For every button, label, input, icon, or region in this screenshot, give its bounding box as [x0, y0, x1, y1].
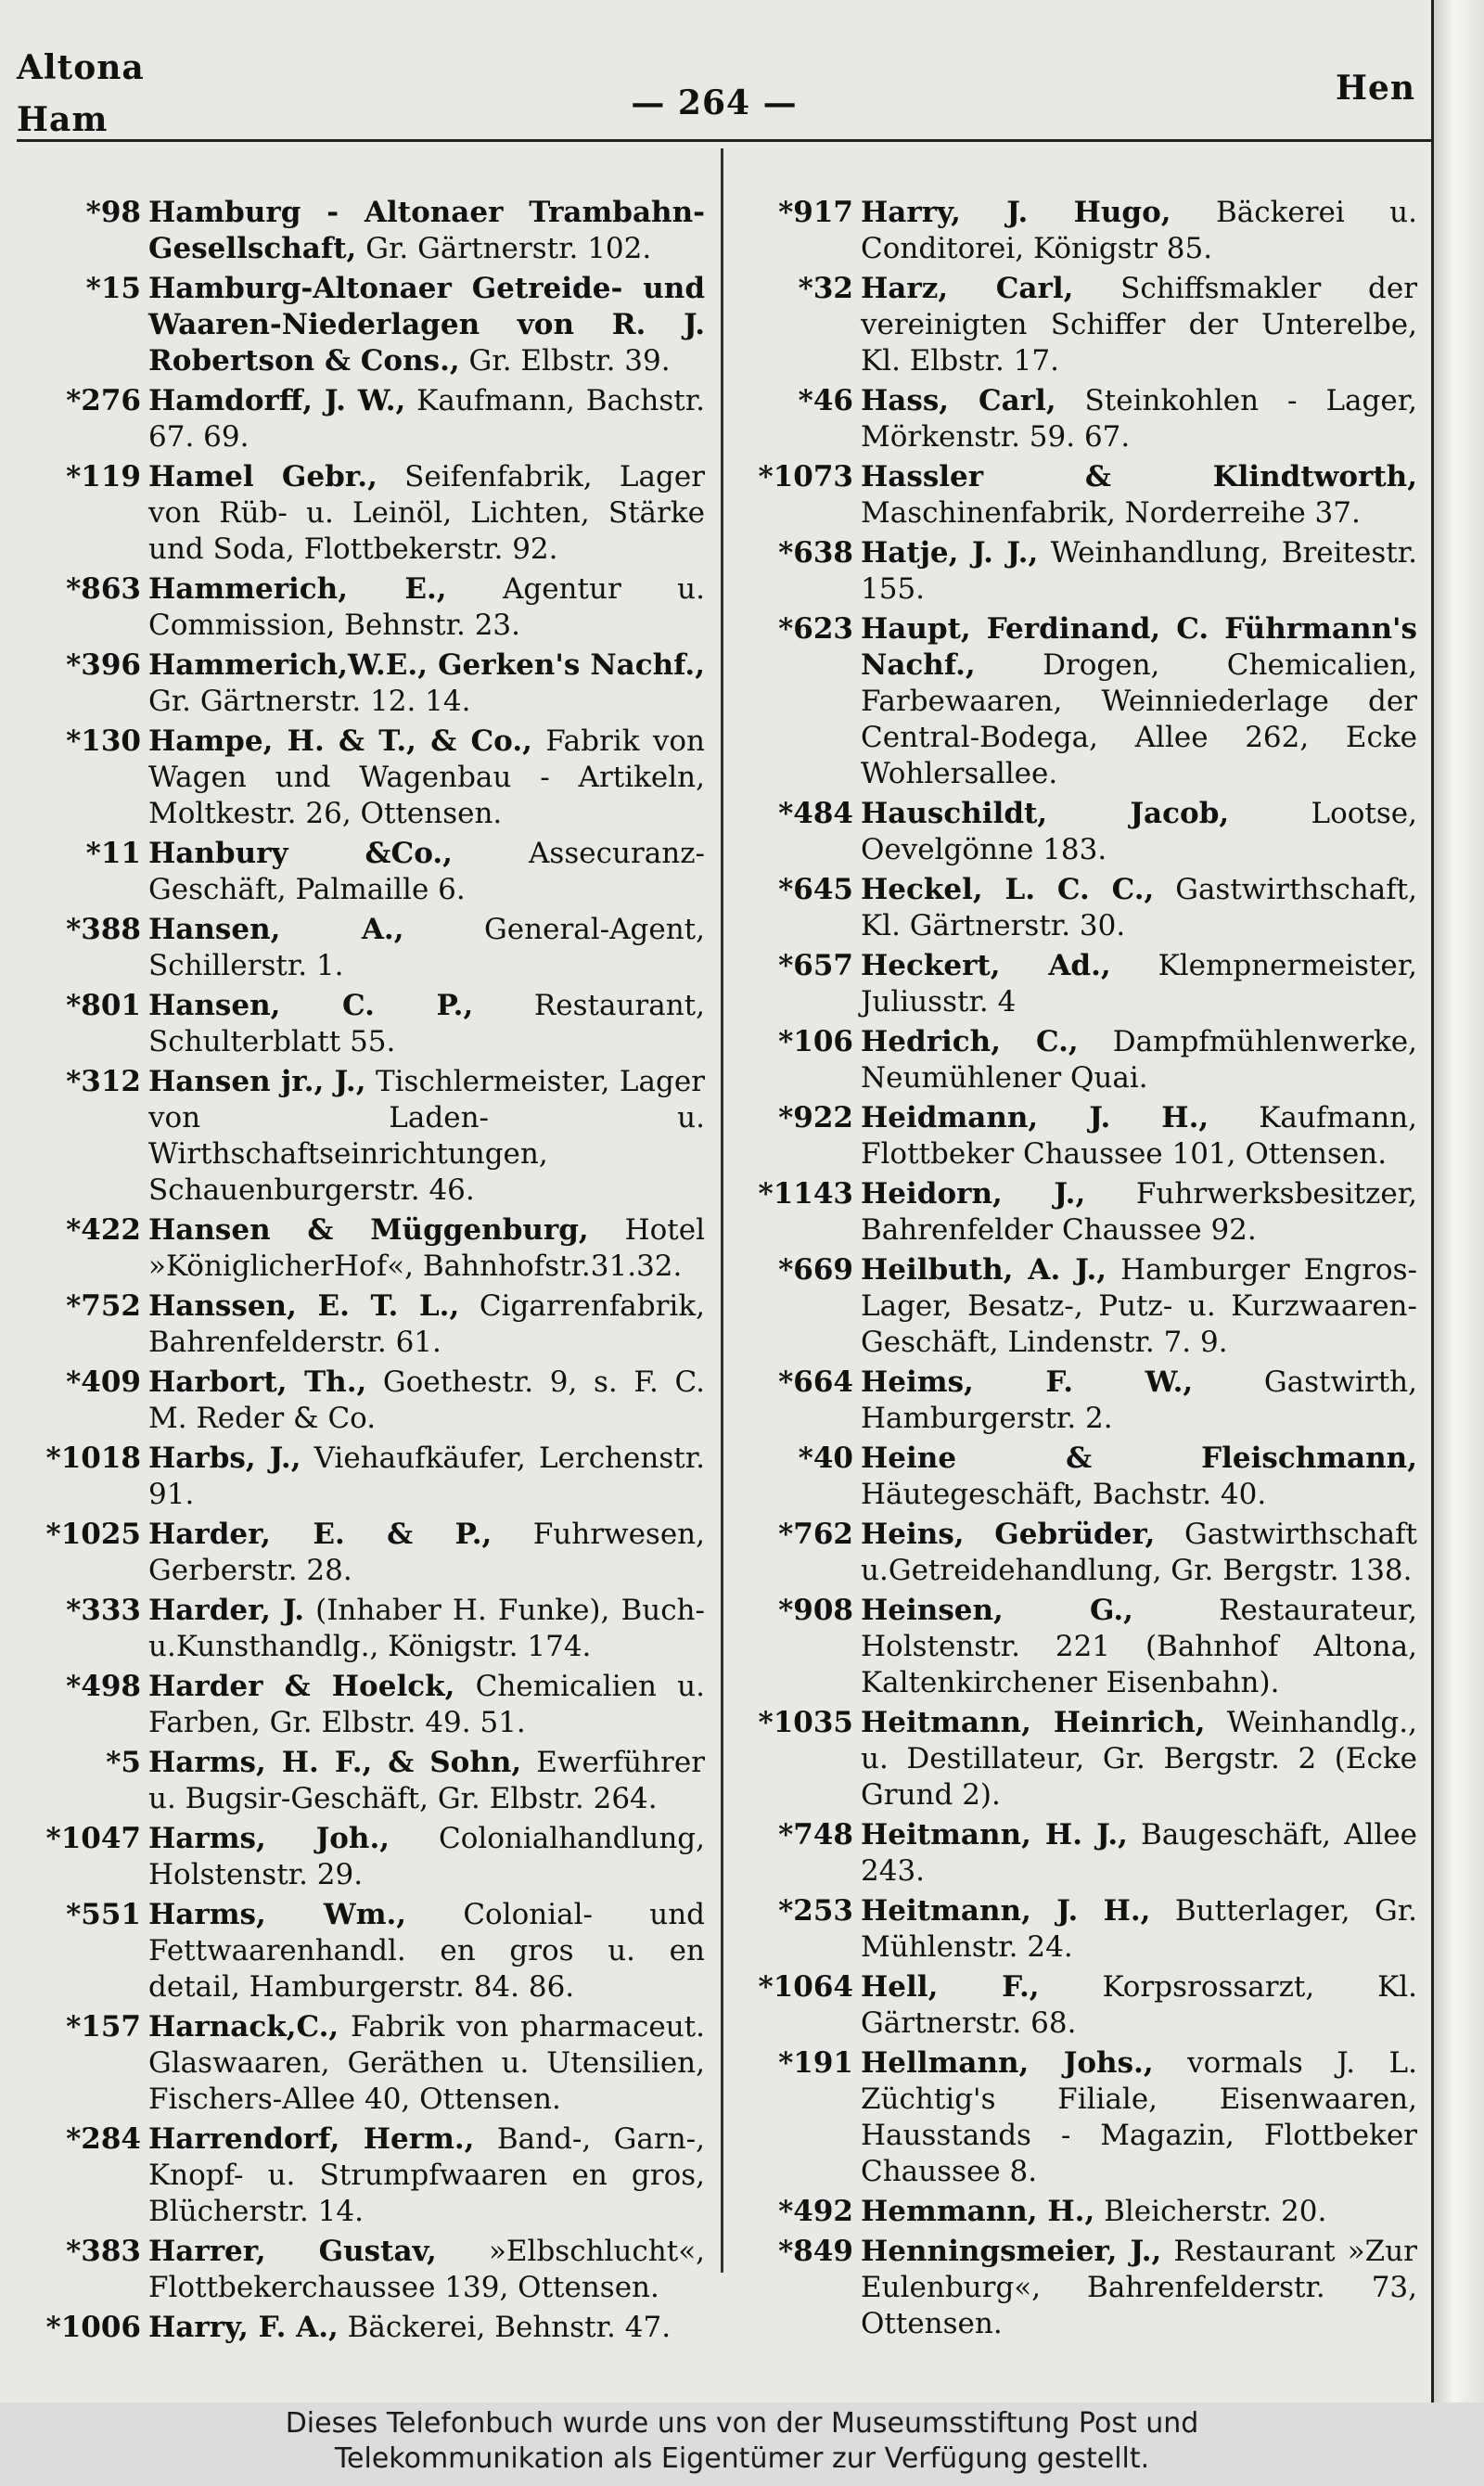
directory-entry — [749, 948, 1417, 1020]
directory-entry — [749, 459, 1417, 532]
entry-phone-number: *312 — [66, 1065, 141, 1098]
entry-description: Baugeschäft, Allee 243. — [861, 1818, 1417, 1888]
entry-description: Lootse, Oevelgönne 183. — [861, 797, 1417, 866]
directory-entry — [37, 2234, 705, 2306]
entry-phone-number: *492 — [778, 2195, 853, 2228]
entry-description: (Inhaber H. Funke), Buch-u.Kunsthandlg., Königstr. 174. — [148, 1594, 705, 1663]
entry-description: Kaufmann, Bachstr. 67. 69. — [148, 384, 705, 454]
directory-entry — [749, 1817, 1417, 1890]
entry-description: Gr. Gärtnerstr. 12. 14. — [148, 685, 471, 718]
entry-description: vormals J. L. Züchtig's Filiale, Eisenwaaren, Hausstands - Magazin, Flottbeker Chaussee 8. — [861, 2046, 1417, 2188]
entry-name: Hamdorff, J. W., — [148, 384, 406, 417]
entry-description: Band-, Garn-, Knopf- u. Strumpfwaaren en gros, Blücherstr. 14. — [148, 2122, 705, 2228]
directory-entry — [37, 271, 705, 379]
entry-phone-number: *664 — [778, 1365, 853, 1399]
entry-description: Gastwirth, Hamburgerstr. 2. — [861, 1365, 1417, 1435]
entry-name: Harder, J. — [148, 1594, 305, 1627]
directory-entry — [37, 571, 705, 644]
entry-name: Harms, Wm., — [148, 1898, 407, 1931]
directory-entry — [37, 724, 705, 832]
entry-name: Heitmann, Heinrich, — [861, 1706, 1206, 1739]
entry-name: Henningsmeier, J., — [861, 2235, 1162, 2268]
directory-entry — [749, 383, 1417, 455]
directory-entry — [37, 2310, 705, 2346]
footer-line-1: Dieses Telefonbuch wurde uns von der Museumsstiftung Post und — [285, 2407, 1199, 2440]
entry-name: Harms, Joh., — [148, 1822, 390, 1855]
directory-entry — [749, 1517, 1417, 1589]
footer-notice — [0, 2403, 1484, 2486]
directory-entry — [749, 1365, 1417, 1437]
directory-entry — [37, 1212, 705, 1285]
directory-entry — [37, 1288, 705, 1361]
entry-phone-number: *1064 — [758, 1970, 853, 2004]
entry-phone-number: *623 — [778, 612, 853, 646]
directory-entry — [749, 872, 1417, 944]
entry-description: Fabrik von Wagen und Wagenbau - Artikeln, Moltkestr. 26, Ottensen. — [148, 724, 706, 830]
entry-phone-number: *276 — [66, 384, 141, 417]
column-divider — [721, 148, 723, 2273]
entry-name: Harry, F. A., — [148, 2311, 339, 2344]
directory-entry — [749, 535, 1417, 608]
entry-description: Viehaufkäufer, Lerchenstr. 91. — [148, 1442, 705, 1511]
entry-name: Hanbury &Co., — [148, 837, 453, 870]
directory-entry — [37, 647, 705, 720]
entry-description: Restaurant »Zur Eulenburg«, Bahrenfelderstr. 73, Ottensen. — [861, 2235, 1417, 2340]
directory-entry — [37, 1517, 705, 1589]
entry-name: Hell, F., — [861, 1970, 1040, 2004]
entry-phone-number: *922 — [778, 1101, 853, 1134]
entry-name: Hanssen, E. T. L., — [148, 1289, 460, 1323]
entry-name: Harrer, Gustav, — [148, 2235, 437, 2268]
entry-name: Hansen jr., J., — [148, 1065, 366, 1098]
entry-description: Colonialhandlung, Holstenstr. 29. — [148, 1822, 706, 1891]
directory-entry — [37, 836, 705, 908]
entry-description: Weinhandlung, Breitestr. 155. — [861, 536, 1417, 606]
directory-entry — [749, 1176, 1417, 1249]
entry-name: Harry, J. Hugo, — [861, 196, 1171, 229]
entry-phone-number: *1073 — [758, 460, 853, 493]
directory-entry — [37, 2009, 705, 2118]
entry-phone-number: *191 — [778, 2046, 853, 2080]
entry-description: Gr. Elbstr. 39. — [468, 344, 671, 378]
entry-description: Fabrik von pharmaceut. Glaswaaren, Geräthen u. Utensilien, Fischers-Allee 40, Ottensen. — [148, 2010, 705, 2116]
entry-phone-number: *106 — [778, 1025, 853, 1058]
entry-name: Hamburg - Altonaer Trambahn-Gesellschaft, — [148, 196, 705, 265]
entry-name: Heine & Fleischmann, — [861, 1442, 1417, 1475]
entry-name: Hassler & Klindtworth, — [861, 460, 1417, 493]
directory-entry — [749, 1705, 1417, 1813]
entry-phone-number: *849 — [778, 2235, 853, 2268]
entry-name: Heitmann, J. H., — [861, 1894, 1151, 1928]
entry-description: Gr. Gärtnerstr. 102. — [365, 232, 652, 265]
directory-entry — [37, 912, 705, 984]
entry-name: Harnack,C., — [148, 2010, 339, 2044]
entry-phone-number: *762 — [778, 1518, 853, 1551]
directory-entry — [37, 1745, 705, 1817]
entry-phone-number: *383 — [66, 2235, 141, 2268]
entry-phone-number: *748 — [778, 1818, 853, 1852]
entry-description: Chemicalien u. Farben, Gr. Elbstr. 49. 51. — [148, 1670, 705, 1739]
entry-description: General-Agent, Schillerstr. 1. — [148, 913, 705, 982]
entry-name: Hemmann, H., — [861, 2195, 1095, 2228]
entry-name: Haupt, Ferdinand, C. Führmann's Nachf., — [861, 612, 1417, 682]
entry-name: Harms, H. F., & Sohn, — [148, 1746, 522, 1779]
directory-entry — [749, 2234, 1417, 2342]
entry-name: Hamel Gebr., — [148, 460, 377, 493]
entry-description: Hotel »KöniglicherHof«, Bahnhofstr.31.32. — [148, 1213, 706, 1283]
directory-entry — [749, 1100, 1417, 1173]
directory-entry — [749, 1024, 1417, 1096]
entry-description: Maschinenfabrik, Norderreihe 37. — [861, 496, 1361, 530]
entry-description: Bäckerei, Behnstr. 47. — [347, 2311, 672, 2344]
entry-description: Restaurant, Schulterblatt 55. — [148, 989, 705, 1058]
entry-description: Gastwirthschaft, Kl. Gärtnerstr. 30. — [861, 873, 1417, 942]
entry-description: Butterlager, Gr. Mühlenstr. 24. — [861, 1894, 1417, 1964]
entry-phone-number: *551 — [66, 1898, 141, 1931]
entry-phone-number: *157 — [66, 2010, 141, 2044]
entry-name: Heidorn, J., — [861, 1177, 1086, 1211]
entry-description: Restaurateur, Holstenstr. 221 (Bahnhof Altona, Kaltenkirchener Eisenbahn). — [861, 1594, 1417, 1699]
directory-entry — [749, 2194, 1417, 2230]
directory-entry — [37, 2121, 705, 2230]
entry-name: Harz, Carl, — [861, 272, 1074, 305]
entry-phone-number: *119 — [66, 460, 141, 493]
entry-phone-number: *11 — [85, 837, 141, 870]
entry-phone-number: *396 — [66, 648, 141, 682]
entry-phone-number: *645 — [778, 873, 853, 906]
entry-description: Schiffsmakler der vereinigten Schiffer der Unterelbe, Kl. Elbstr. 17. — [861, 272, 1418, 378]
entry-name: Hauschildt, Jacob, — [861, 797, 1230, 830]
directory-entry — [749, 1252, 1417, 1361]
entry-name: Harrendorf, Herm., — [148, 2122, 475, 2156]
entry-description: »Elbschlucht«, Flottbekerchaussee 139, Ottensen. — [148, 2235, 706, 2304]
entry-phone-number: *422 — [66, 1213, 141, 1247]
entry-phone-number: *863 — [66, 572, 141, 606]
entry-phone-number: *5 — [106, 1746, 141, 1779]
entry-phone-number: *908 — [778, 1594, 853, 1627]
entry-name: Hampe, H. & T., & Co., — [148, 724, 532, 758]
entry-description: Ewerführer u. Bugsir-Geschäft, Gr. Elbstr. 264. — [148, 1746, 705, 1815]
entry-name: Hansen, A., — [148, 913, 404, 946]
entry-name: Hedrich, C., — [861, 1025, 1079, 1058]
entry-description: Fuhrwerksbesitzer, Bahrenfelder Chaussee 92. — [861, 1177, 1417, 1247]
entry-name: Harbort, Th., — [148, 1365, 367, 1399]
entry-description: Fuhrwesen, Gerberstr. 28. — [148, 1518, 705, 1587]
entry-phone-number: *253 — [778, 1894, 853, 1928]
header-rule — [17, 139, 1431, 142]
directory-entry — [749, 1441, 1417, 1513]
directory-entry — [749, 2045, 1417, 2190]
entry-phone-number: *1047 — [45, 1822, 141, 1855]
entry-phone-number: *917 — [778, 196, 853, 229]
entry-name: Hammerich, E., — [148, 572, 447, 606]
directory-entry — [749, 1593, 1417, 1701]
entry-description: Häutegeschäft, Bachstr. 40. — [861, 1478, 1267, 1511]
entry-description: Gastwirthschaft u.Getreidehandlung, Gr. Bergstr. 138. — [861, 1518, 1417, 1587]
entry-description: Korpsrossarzt, Kl. Gärtnerstr. 68. — [861, 1970, 1417, 2040]
entry-name: Harder, E. & P., — [148, 1518, 493, 1551]
left-column — [37, 195, 705, 2350]
entry-name: Heims, F. W., — [861, 1365, 1194, 1399]
directory-entry — [749, 195, 1417, 267]
entry-name: Hansen, C. P., — [148, 989, 474, 1022]
entry-phone-number: *801 — [66, 989, 141, 1022]
directory-entry — [749, 1893, 1417, 1966]
page-number: — 264 — — [631, 83, 798, 122]
entry-name: Hansen & Müggenburg, — [148, 1213, 589, 1247]
entry-name: Heckert, Ad., — [861, 949, 1111, 982]
entry-phone-number: *333 — [66, 1594, 141, 1627]
entry-phone-number: *498 — [66, 1670, 141, 1703]
entry-name: Hatje, J. J., — [861, 536, 1039, 570]
entry-name: Hass, Carl, — [861, 384, 1056, 417]
entry-description: Weinhandlg., u. Destillateur, Gr. Bergstr. 2 (Ecke Grund 2). — [861, 1706, 1417, 1812]
entry-name: Hellmann, Johs., — [861, 2046, 1154, 2080]
entry-phone-number: *98 — [85, 196, 141, 229]
entry-description: Klempnermeister, Juliusstr. 4 — [861, 949, 1417, 1019]
entry-name: Heinsen, G., — [861, 1594, 1133, 1627]
entry-description: Bäckerei u. Conditorei, Königstr 85. — [861, 196, 1417, 265]
entry-phone-number: *752 — [66, 1289, 141, 1323]
directory-entry — [37, 459, 705, 568]
entry-description: Seifenfabrik, Lager von Rüb- u. Leinöl, Lichten, Stärke und Soda, Flottbekerstr. 92. — [148, 460, 705, 566]
entry-description: Steinkohlen - Lager, Mörkenstr. 59. 67. — [861, 384, 1417, 454]
directory-entry — [37, 383, 705, 455]
entry-name: Harder & Hoelck, — [148, 1670, 455, 1703]
footer-line-2: Telekommunikation als Eigentümer zur Verfügung gestellt. — [334, 2442, 1150, 2475]
entry-phone-number: *484 — [778, 797, 853, 830]
entry-phone-number: *388 — [66, 913, 141, 946]
entry-description: Assecuranz-Geschäft, Palmaille 6. — [148, 837, 705, 906]
directory-entry — [749, 1969, 1417, 2042]
entry-phone-number: *1025 — [45, 1518, 141, 1551]
entry-phone-number: *638 — [778, 536, 853, 570]
entry-description: Colonial- und Fettwaarenhandl. en gros u. en detail, Hamburgerstr. 84. 86. — [148, 1898, 706, 2004]
directory-entry — [749, 611, 1417, 792]
entry-phone-number: *284 — [66, 2122, 141, 2156]
entry-description: Cigarrenfabrik, Bahrenfelderstr. 61. — [148, 1289, 705, 1359]
entry-name: Heckel, L. C. C., — [861, 873, 1155, 906]
entry-phone-number: *1035 — [758, 1706, 853, 1739]
entry-name: Hamburg-Altonaer Getreide- und Waaren-Niederlagen von R. J. Robertson & Cons., — [148, 272, 705, 378]
entry-name: Heins, Gebrüder, — [861, 1518, 1156, 1551]
entry-phone-number: *32 — [798, 272, 853, 305]
entry-phone-number: *1143 — [758, 1177, 853, 1211]
entry-name: Heitmann, H. J., — [861, 1818, 1128, 1852]
directory-entry — [749, 271, 1417, 379]
entry-name: Harbs, J., — [148, 1442, 301, 1475]
entry-phone-number: *657 — [778, 949, 853, 982]
entry-phone-number: *130 — [66, 724, 141, 758]
entry-description: Bleicherstr. 20. — [1104, 2195, 1327, 2228]
directory-entry — [37, 988, 705, 1060]
entry-description: Hamburger Engros-Lager, Besatz-, Putz- u. Kurzwaaren-Geschäft, Lindenstr. 7. 9. — [861, 1253, 1417, 1359]
entry-phone-number: *669 — [778, 1253, 853, 1287]
directory-entry — [37, 1669, 705, 1741]
entry-description: Goethestr. 9, s. F. C. M. Reder & Co. — [148, 1365, 705, 1435]
directory-entry — [37, 1441, 705, 1513]
entry-description: Tischlermeister, Lager von Laden- u. Wirthschaftseinrichtungen, Schauenburgerstr. 46. — [148, 1065, 705, 1207]
directory-entry — [37, 1064, 705, 1209]
directory-entry — [37, 195, 705, 267]
header-right: Hen — [1336, 69, 1416, 108]
entry-phone-number: *1018 — [45, 1442, 141, 1475]
entry-phone-number: *15 — [85, 272, 141, 305]
entry-description: Agentur u. Commission, Behnstr. 23. — [148, 572, 705, 642]
entry-name: Heidmann, J. H., — [861, 1101, 1209, 1134]
page-edge — [1431, 0, 1484, 2403]
entry-phone-number: *409 — [66, 1365, 141, 1399]
entry-name: Heilbuth, A. J., — [861, 1253, 1107, 1287]
entry-description: Drogen, Chemicalien, Farbewaaren, Weinniederlage der Central-Bodega, Allee 262, Ecke Wohlersallee. — [861, 648, 1417, 790]
entry-phone-number: *1006 — [45, 2311, 141, 2344]
right-column — [749, 195, 1417, 2346]
directory-entry — [749, 796, 1417, 868]
directory-entry — [37, 1593, 705, 1665]
entry-description: Dampfmühlenwerke, Neumühlener Quai. — [861, 1025, 1418, 1095]
entry-phone-number: *46 — [798, 384, 853, 417]
directory-entry — [37, 1897, 705, 2005]
entry-phone-number: *40 — [798, 1442, 853, 1475]
directory-entry — [37, 1365, 705, 1437]
header-left-bottom: Ham — [17, 100, 109, 139]
directory-entry — [37, 1821, 705, 1893]
entry-description: Kaufmann, Flottbeker Chaussee 101, Ottensen. — [861, 1101, 1417, 1171]
header-left-top: Altona — [17, 48, 145, 87]
entry-name: Hammerich,W.E., Gerken's Nachf., — [148, 648, 705, 682]
